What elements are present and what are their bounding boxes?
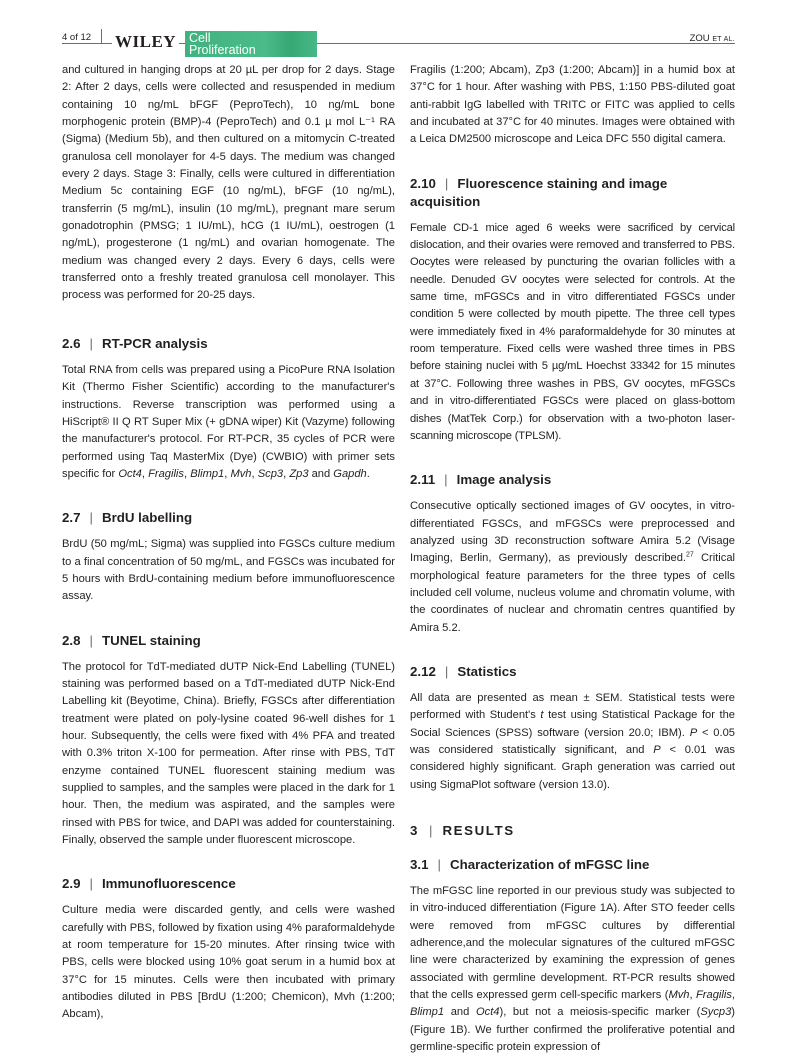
paragraph-text: < 0.05 was considered statistically significant, and	[410, 726, 735, 756]
section-2-7-text: BrdU (50 mg/mL; Sigma) was supplied into FGSCs culture medium to a final concentration of 50 mg/mL, and FGSCs was incubated for 5 hours with BrdU-containing medium before immunofluorescence assay.	[62, 538, 395, 603]
paragraph-text: Total RNA from cells was prepared using a PicoPure RNA Isolation Kit (Thermo Fisher Scientific) according to the manufacturer's instructions. Reverse transcription was performed using a HiScript® II Q RT Super Mix (+ gDNA wiper) Kit (Vazyme) following the manufacturer's protocol. For RT-PCR, 35 cycles of PCR were performed using Taq MasterMix (Dye) (CWBIO) with primer sets specific for	[62, 363, 395, 480]
running-header	[0, 0, 793, 60]
continuation-paragraph: Fragilis (1:200; Abcam), Zp3 (1:200; Abcam)] in a humid box at 37°C for 1 hour. After washing with PBS, 1:150 PBS-diluted goat anti-rabbit IgG labelled with TRITC or FITC was applied to cells and incubated at 37°C for 40 minutes. Images were obtained with a Leica DM2500 microscope and Leica DFC 550 digital camera.	[410, 64, 735, 146]
section-title: Statistics	[457, 663, 517, 679]
gene-name: Blimp1	[190, 467, 225, 480]
running-authors	[690, 33, 735, 44]
section-heading-3-1	[410, 856, 735, 874]
heading-divider: |	[89, 510, 93, 526]
section-2-6-text	[62, 362, 395, 483]
gene-name: Mvh	[230, 467, 252, 480]
section-title: RESULTS	[442, 823, 515, 838]
reference-citation[interactable]: 27	[686, 551, 694, 559]
gene-name: Scp3	[257, 467, 284, 480]
heading-divider: |	[89, 632, 93, 648]
section-number: 2.10	[410, 175, 436, 191]
paragraph-text: ), but not a meiosis-specific marker (	[499, 1006, 701, 1019]
section-2-11-text	[410, 498, 735, 637]
author-main: ZOU	[689, 33, 710, 44]
section-number: 2.9	[62, 876, 81, 892]
separator: and	[444, 1006, 476, 1019]
paragraph-text: All data are presented as mean ± SEM. Statistical tests were performed with Student's	[410, 691, 735, 722]
section-heading-2-11	[410, 471, 735, 489]
header-separator	[101, 29, 102, 44]
section-heading-2-9	[62, 875, 395, 893]
section-number: 2.11	[410, 472, 436, 488]
publisher-logo: WILEY	[112, 33, 179, 50]
section-number: 3	[410, 823, 419, 838]
section-2-12-text	[410, 690, 735, 794]
section-2-9-text: Culture media were discarded gently, and cells were washed carefully with PBS, followed by fixation using 4% paraformaldehyde at room temperature for 15-20 minutes. After rinsing twice with PBS, cells were blocked using 10% goat serum in a humid box at 37°C for 15 minutes. Cells were then incubated with primary antibodies diluted in PBS [BrdU (1:200; Chemicon), Mvh (1:200; Abcam),	[62, 904, 395, 1021]
italic-term: P	[653, 743, 661, 756]
section-3-1-text	[410, 883, 735, 1056]
section-number: 3.1	[410, 857, 429, 872]
gene-name: Zp3	[289, 467, 309, 480]
gene-name: Oct4	[118, 467, 142, 480]
section-heading-2-6	[62, 335, 395, 353]
major-section-heading-results	[410, 822, 735, 840]
gene-name: Sycp3	[700, 1006, 732, 1019]
separator: ,	[689, 989, 696, 1002]
section-2-10-text: Female CD-1 mice aged 6 weeks were sacrificed by cervical dislocation, and their ovaries were removed and transferred to PBS. Oocytes were released by puncturing the ovarian follicles with a needle. Denuded GV oocytes were selected for controls. At the same time, mFGSCs and in vitro differentiated FGSCs under condition 5 were collected by mouth pipette. The three cell types were immediately fixed in 4% paraformaldehyde for 30 minutes at room temperature. Fixed cells were washed three times in PBS before staining nuclei with 5 µg/mL Hoechst 33342 for 15 minutes at 37°C. Following three washes in PBS, GV oocytes, mFGSCs and in vitro-differentiated FGSCs were placed on glass-bottom dishes (MatTek Corp.) for observation with a two-photon laser-scanning microscope (TPLSM).	[410, 221, 735, 442]
paragraph-text: < 0.01 was considered highly significant. Graph generation was carried out using SigmaPlot software (version 13.0).	[410, 743, 735, 791]
gene-name: Fragilis	[148, 467, 184, 480]
journal-name-line2: Proliferation	[189, 43, 256, 57]
right-column	[410, 62, 735, 1056]
heading-divider: |	[444, 663, 449, 679]
section-heading-2-7	[62, 509, 395, 527]
section-number: 2.7	[62, 510, 81, 526]
heading-divider: |	[437, 857, 441, 872]
section-number: 2.8	[62, 632, 81, 648]
paragraph-text: test using Statistical Package for the Social Sciences (SPSS) software (version 20.0; IBM).	[410, 709, 735, 739]
journal-name-line1: Cell	[189, 31, 211, 45]
section-title: Image analysis	[456, 472, 552, 488]
heading-divider: |	[429, 823, 433, 838]
heading-divider: |	[89, 876, 93, 892]
heading-divider: |	[89, 335, 93, 351]
section-number: 2.12	[410, 663, 436, 679]
heading-divider: |	[444, 472, 448, 488]
section-title: Characterization of mFGSC line	[449, 857, 650, 872]
left-column	[62, 62, 395, 1024]
section-title: Fluorescence staining and image acquisition	[410, 175, 668, 209]
italic-term: P	[689, 726, 698, 739]
paragraph-text: Critical morphological feature parameters for the three types of cells included cell volume, nucleus volume and chromatin volume, with the coordinates of nuclear and chromatin centres quantified by Amira 5.2.	[410, 552, 735, 634]
section-title: TUNEL staining	[101, 632, 201, 648]
gene-name: Oct4	[475, 1006, 500, 1019]
section-title: BrdU labelling	[101, 510, 193, 526]
gene-name: Blimp1	[410, 1006, 445, 1019]
section-title: RT-PCR analysis	[101, 335, 208, 351]
page-number: 4 of 12	[62, 32, 97, 43]
gene-list: Oct4, Fragilis, Blimp1, Mvh, Scp3, Zp3 and Gapdh.	[118, 467, 370, 480]
gene-name: Mvh	[668, 989, 690, 1002]
italic-term: t	[540, 709, 544, 722]
author-suffix: ET AL.	[712, 36, 735, 43]
paragraph-text: Consecutive optically sectioned images of GV oocytes, in vitro-differentiated FGSCs, and mFGSCs were preprocessed and analyzed using 3D reconstruction software Amira 5.2 (Visage Imaging, Berlin, Germany), as previously described.	[410, 500, 735, 565]
gene-name: Fragilis	[695, 989, 732, 1002]
separator: ,	[731, 989, 735, 1002]
section-heading-2-8	[62, 632, 395, 650]
paragraph-text: The mFGSC line reported in our previous study was subjected to in vitro-induced differentiation (Figure 1A). After STO feeder cells were removed from mFGSC cultures by differential adherence,and the molecular signatures of the cultured mFGSC line were characterized by examining the expression of genes associated with germline development. RT-PCR results showed that the cells expressed germ cell-specific markers (	[410, 885, 735, 1002]
section-heading-2-10	[410, 175, 735, 211]
section-number: 2.6	[62, 335, 81, 351]
intro-paragraph: and cultured in hanging drops at 20 µL per drop for 2 days. Stage 2: After 2 days, cells were collected and resuspended in medium containing 10 ng/mL bFGF (PeproTech), 10 ng/mL bone morphogenic protein (BMP)-4 (PeproTech) and 0.1 µ mol L⁻¹ RA (Sigma) (Medium 5b), and then cultured on a mitomycin C-treated granulosa cell monolayer for 4-5 days. The medium was changed every 2 days. Stage 3: Finally, cells were cultured in differentiation Medium 5c containing EGF (10 ng/mL), bFGF (10 ng/mL), transferrin (5 mg/mL), insulin (10 mg/mL), pregnant mare serum gonadotrophin (PMSG; 1 IU/mL), hCG (1 IU/mL), oestrogen (1 ng/mL), progesterone (1 ng/mL) and ovarian homogenate. The medium was changed every 2 days. Every 6 days, cells were transferred onto a freshly treated granulosa cell monolayer. This process was performed for 20-25 days.	[62, 64, 395, 302]
heading-divider: |	[444, 175, 449, 191]
section-title: Immunofluorescence	[101, 876, 236, 892]
journal-logo	[185, 31, 317, 57]
section-2-8-text: The protocol for TdT-mediated dUTP Nick-End Labelling (TUNEL) staining was performed based on a TdT-mediated dUTP Nick-End Labelling kit (Beyotime, China). Briefly, FGSCs after differentiation treatment were plated on poly-lysine coated 96-well dishes for 1 hour. Subsequently, the cells were fixed with 4% PFA and treated with 0.3% triton X-100 for permeation. After rinse with PBS, TdT enzyme contained TUNEL fluorescent staining medium was supplied to samples, and the samples were placed in the dark for 1 hour. Then, the medium was aspirated, and the samples were rinsed with PBS for twice, and DAPI was added for counterstaining. Finally, observed the sample under fluorescent microscope.	[62, 660, 395, 847]
section-heading-2-12	[410, 663, 735, 681]
gene-name: Gapdh	[333, 467, 367, 480]
paragraph-text: ) (Figure 1B). We further confirmed the proliferative potential and germline-specific protein expression of	[410, 1006, 736, 1054]
